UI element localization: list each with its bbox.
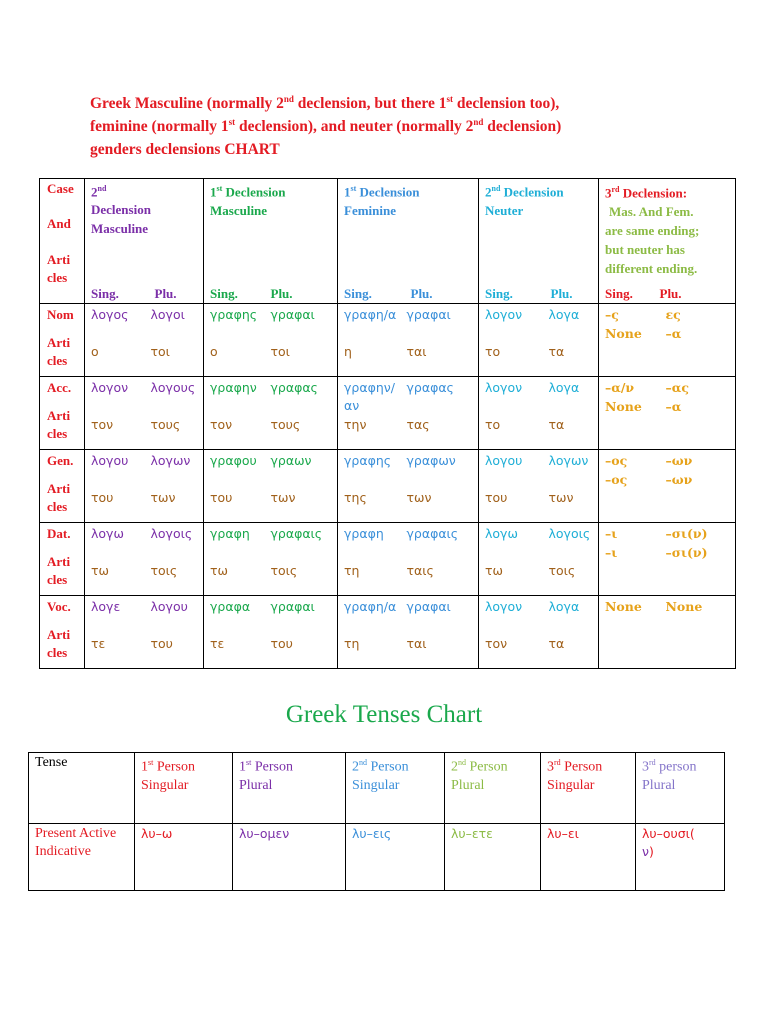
title-line-1: Greek Masculine (normally 2nd declension, but there 1st declension too), — [90, 93, 560, 112]
article-form: τους — [150, 417, 181, 432]
article-form: η — [344, 344, 352, 359]
articles-label-2: cles — [47, 353, 68, 368]
noun-form: λογον — [485, 307, 523, 322]
article-form: τα — [548, 417, 565, 432]
header-1st-singular: 1st Person Singular — [135, 753, 233, 824]
form-cell — [85, 377, 145, 450]
third-singular-cell — [599, 304, 660, 377]
noun-form: γραφη/α — [344, 307, 397, 322]
noun-form: λογω — [91, 526, 124, 541]
noun-form: λογω — [485, 526, 518, 541]
form-cell — [145, 523, 204, 596]
third-plural-cell — [660, 304, 736, 377]
third-plural-ending: ες — [665, 307, 681, 322]
noun-form: λογου — [150, 599, 188, 614]
noun-form: λογον — [485, 599, 523, 614]
form-cell — [543, 596, 599, 669]
noun-form: λογε — [91, 599, 121, 614]
form-cell — [479, 304, 543, 377]
article-form: τω — [91, 563, 109, 578]
article-form: των — [150, 490, 176, 505]
form-cell — [204, 377, 265, 450]
article-form: τα — [548, 344, 565, 359]
noun-form: λογοις — [548, 526, 591, 541]
form-cell — [479, 523, 543, 596]
header-3rd-singular: 3rd Person Singular — [541, 753, 636, 824]
form-cell — [265, 304, 338, 377]
form-cell — [145, 450, 204, 523]
noun-form: γραφη — [210, 526, 250, 541]
form-2nd-plural: λυ–ετε — [445, 824, 541, 891]
articles-label: Arti — [47, 481, 71, 496]
case-label-cell — [40, 523, 85, 596]
articles-label: Arti — [47, 408, 71, 423]
header-1st-plural: 1st Person Plural — [233, 753, 346, 824]
third-plural-ending-2: –α — [665, 326, 682, 341]
case-label: Gen. — [47, 453, 74, 468]
article-form: τη — [344, 563, 360, 578]
form-cell — [265, 596, 338, 669]
tenses-header-row — [29, 753, 725, 824]
noun-form: γραφη — [344, 526, 384, 541]
third-plural-ending-2 — [666, 615, 736, 617]
case-label: Nom — [47, 307, 74, 322]
form-cell — [479, 596, 543, 669]
declension-row-gen — [40, 450, 736, 523]
third-singular-ending: –ς — [605, 307, 619, 322]
title-line-2: feminine (normally 1st declension), and neuter (normally 2nd declension) — [90, 116, 562, 135]
article-form: τε — [91, 636, 106, 651]
noun-form: λογους — [150, 380, 196, 395]
articles-label-2: cles — [47, 572, 68, 587]
form-cell — [85, 523, 145, 596]
noun-form: λογα — [548, 307, 580, 322]
form-cell — [145, 304, 204, 377]
form-3rd-singular: λυ–ει — [541, 824, 636, 891]
form-cell — [85, 304, 145, 377]
declension-row-dat — [40, 523, 736, 596]
declension-header-row — [40, 179, 736, 304]
third-plural-cell — [660, 377, 736, 450]
form-cell — [543, 523, 599, 596]
form-cell — [401, 377, 479, 450]
third-plural-cell — [660, 450, 736, 523]
form-cell — [338, 377, 401, 450]
form-cell — [85, 596, 145, 669]
article-form: του — [210, 490, 233, 505]
case-label: Dat. — [47, 526, 71, 541]
articles-label-2: cles — [47, 426, 68, 441]
form-cell — [204, 523, 265, 596]
article-form: τοι — [270, 344, 290, 359]
form-cell — [338, 304, 401, 377]
article-form: τω — [485, 563, 503, 578]
third-plural-ending-2: –σι(ν) — [665, 545, 708, 560]
noun-form: γραφαι — [406, 599, 451, 614]
noun-form: γραφα — [210, 599, 251, 614]
third-singular-ending: None — [605, 599, 642, 614]
third-singular-ending: –ος — [605, 453, 628, 468]
form-cell — [401, 450, 479, 523]
form-cell — [145, 596, 204, 669]
third-singular-cell — [599, 523, 660, 596]
article-form: του — [270, 636, 293, 651]
case-label-cell — [40, 596, 85, 669]
article-form: του — [150, 636, 173, 651]
noun-form: γραφην/αν — [344, 380, 395, 413]
article-form: τον — [91, 417, 114, 432]
form-cell — [204, 450, 265, 523]
header-2nd-plural: 2nd Person Plural — [445, 753, 541, 824]
page-title — [90, 92, 700, 161]
article-form: τε — [210, 636, 225, 651]
article-form: της — [344, 490, 367, 505]
noun-form: λογοις — [150, 526, 193, 541]
corner-cell: Case And Arti cles — [40, 179, 85, 304]
noun-form: γραφαι — [270, 599, 315, 614]
header-1st-fem-plu: Plu. — [401, 179, 479, 304]
third-plural-ending: None — [665, 599, 703, 614]
declension-row-nom — [40, 304, 736, 377]
noun-form: γραφη/α — [344, 599, 397, 614]
form-1st-singular: λυ–ω — [135, 824, 233, 891]
noun-form: λογον — [485, 380, 523, 395]
third-plural-ending: –σι(ν) — [665, 526, 708, 541]
case-label: Acc. — [47, 380, 72, 395]
third-singular-ending-2: –ος — [605, 472, 628, 487]
declension-row-voc — [40, 596, 736, 669]
article-form: του — [91, 490, 114, 505]
form-cell — [401, 304, 479, 377]
header-1st-fem: 1st Declension Feminine Sing. — [338, 179, 401, 304]
article-form: τα — [548, 636, 565, 651]
form-cell — [338, 596, 401, 669]
noun-form: γραφου — [210, 453, 257, 468]
noun-form: λογοι — [150, 307, 185, 322]
article-form: των — [270, 490, 296, 505]
form-cell — [338, 450, 401, 523]
article-form: τοις — [150, 563, 178, 578]
article-form: ο — [210, 344, 218, 359]
form-cell — [265, 450, 338, 523]
article-form: τοις — [270, 563, 298, 578]
form-cell — [479, 450, 543, 523]
third-singular-ending-2: –ι — [605, 545, 618, 560]
form-cell — [401, 523, 479, 596]
form-cell — [145, 377, 204, 450]
noun-form: γραφας — [406, 380, 454, 395]
articles-label: Arti — [47, 335, 71, 350]
declension-row-acc — [40, 377, 736, 450]
article-form: τον — [485, 636, 508, 651]
case-label-cell — [40, 304, 85, 377]
third-plural-ending-2: –α — [665, 399, 682, 414]
third-singular-ending-2: None — [605, 326, 642, 341]
header-3rd-plural: 3rd person Plural — [636, 753, 725, 824]
noun-form: γραφαις — [406, 526, 459, 541]
article-form: τους — [270, 417, 301, 432]
article-form: των — [406, 490, 432, 505]
third-singular-ending-2: None — [605, 399, 642, 414]
noun-form: λογος — [91, 307, 129, 322]
form-2nd-singular: λυ–εις — [346, 824, 445, 891]
article-form: τοι — [150, 344, 170, 359]
header-3rd: 3rd Declension: Mas. And Fem. are same ending; but neuter has different ending. Sing. — [599, 179, 660, 304]
third-singular-ending: –α/ν — [605, 380, 635, 395]
third-plural-ending: –ων — [665, 453, 693, 468]
noun-form: λογα — [548, 380, 580, 395]
form-cell — [401, 596, 479, 669]
articles-label-2: cles — [47, 645, 68, 660]
noun-form: λογων — [150, 453, 191, 468]
article-form: τω — [210, 563, 228, 578]
form-cell — [479, 377, 543, 450]
third-singular-cell — [599, 596, 660, 669]
form-cell — [543, 377, 599, 450]
article-form: του — [485, 490, 508, 505]
declension-table — [39, 178, 736, 669]
header-1st-masc-plu: Plu. — [265, 179, 338, 304]
tenses-table — [28, 752, 725, 891]
header-2nd-singular: 2nd Person Singular — [346, 753, 445, 824]
noun-form: λογου — [485, 453, 523, 468]
case-label-cell — [40, 450, 85, 523]
article-form: τοις — [548, 563, 576, 578]
article-form: ται — [406, 636, 427, 651]
present-active-row — [29, 824, 725, 891]
header-2nd-masc: 2nd Declension Masculine Sing. — [85, 179, 145, 304]
article-form: ται — [406, 344, 427, 359]
form-cell — [265, 377, 338, 450]
articles-label: Arti — [47, 627, 71, 642]
article-form: το — [485, 344, 501, 359]
noun-form: γραφας — [270, 380, 318, 395]
article-form: ο — [91, 344, 99, 359]
form-cell — [265, 523, 338, 596]
third-plural-ending: –ας — [665, 380, 689, 395]
tense-header-cell: Tense — [29, 753, 135, 824]
third-singular-cell — [599, 450, 660, 523]
tense-label: Present Active Indicative — [29, 824, 135, 891]
header-2nd-masc-plu: Plu. — [145, 179, 204, 304]
noun-form: γραφαι — [270, 307, 315, 322]
header-2nd-neut-plu: Plu. — [543, 179, 599, 304]
form-cell — [204, 304, 265, 377]
case-label-cell — [40, 377, 85, 450]
noun-form: γραφης — [344, 453, 392, 468]
articles-label-2: cles — [47, 499, 68, 514]
third-singular-cell — [599, 377, 660, 450]
title-line-3: genders declensions CHART — [90, 141, 280, 158]
article-form: τη — [344, 636, 360, 651]
article-form: των — [548, 490, 574, 505]
noun-form: λογου — [91, 453, 129, 468]
form-cell — [543, 304, 599, 377]
form-cell — [338, 523, 401, 596]
header-2nd-neut: 2nd Declension Neuter Sing. — [479, 179, 543, 304]
tenses-title: Greek Tenses Chart — [285, 701, 483, 728]
third-plural-cell — [660, 596, 736, 669]
noun-form: λογων — [548, 453, 589, 468]
noun-form: γραφων — [406, 453, 456, 468]
article-form: την — [344, 417, 367, 432]
article-form: ταις — [406, 563, 434, 578]
third-singular-ending-2 — [605, 615, 660, 617]
article-form: το — [485, 417, 501, 432]
form-cell — [204, 596, 265, 669]
header-3rd-plu: Plu. — [660, 179, 736, 304]
noun-form: λογα — [548, 599, 580, 614]
article-form: τας — [406, 417, 430, 432]
form-3rd-plural: λυ–ουσι( ν) — [636, 824, 725, 891]
noun-form: γραφης — [210, 307, 258, 322]
articles-label: Arti — [47, 554, 71, 569]
form-1st-plural: λυ–ομεν — [233, 824, 346, 891]
header-1st-masc: 1st Declension Masculine Sing. — [204, 179, 265, 304]
form-cell — [543, 450, 599, 523]
form-cell — [85, 450, 145, 523]
noun-form: γραφαι — [406, 307, 451, 322]
article-form: τον — [210, 417, 233, 432]
noun-form: γραφην — [210, 380, 257, 395]
noun-form: γραων — [270, 453, 312, 468]
noun-form: γραφαις — [270, 526, 323, 541]
noun-form: λογον — [91, 380, 129, 395]
case-label: Voc. — [47, 599, 71, 614]
third-plural-cell — [660, 523, 736, 596]
third-singular-ending: –ι — [605, 526, 618, 541]
third-plural-ending-2: –ων — [665, 472, 693, 487]
